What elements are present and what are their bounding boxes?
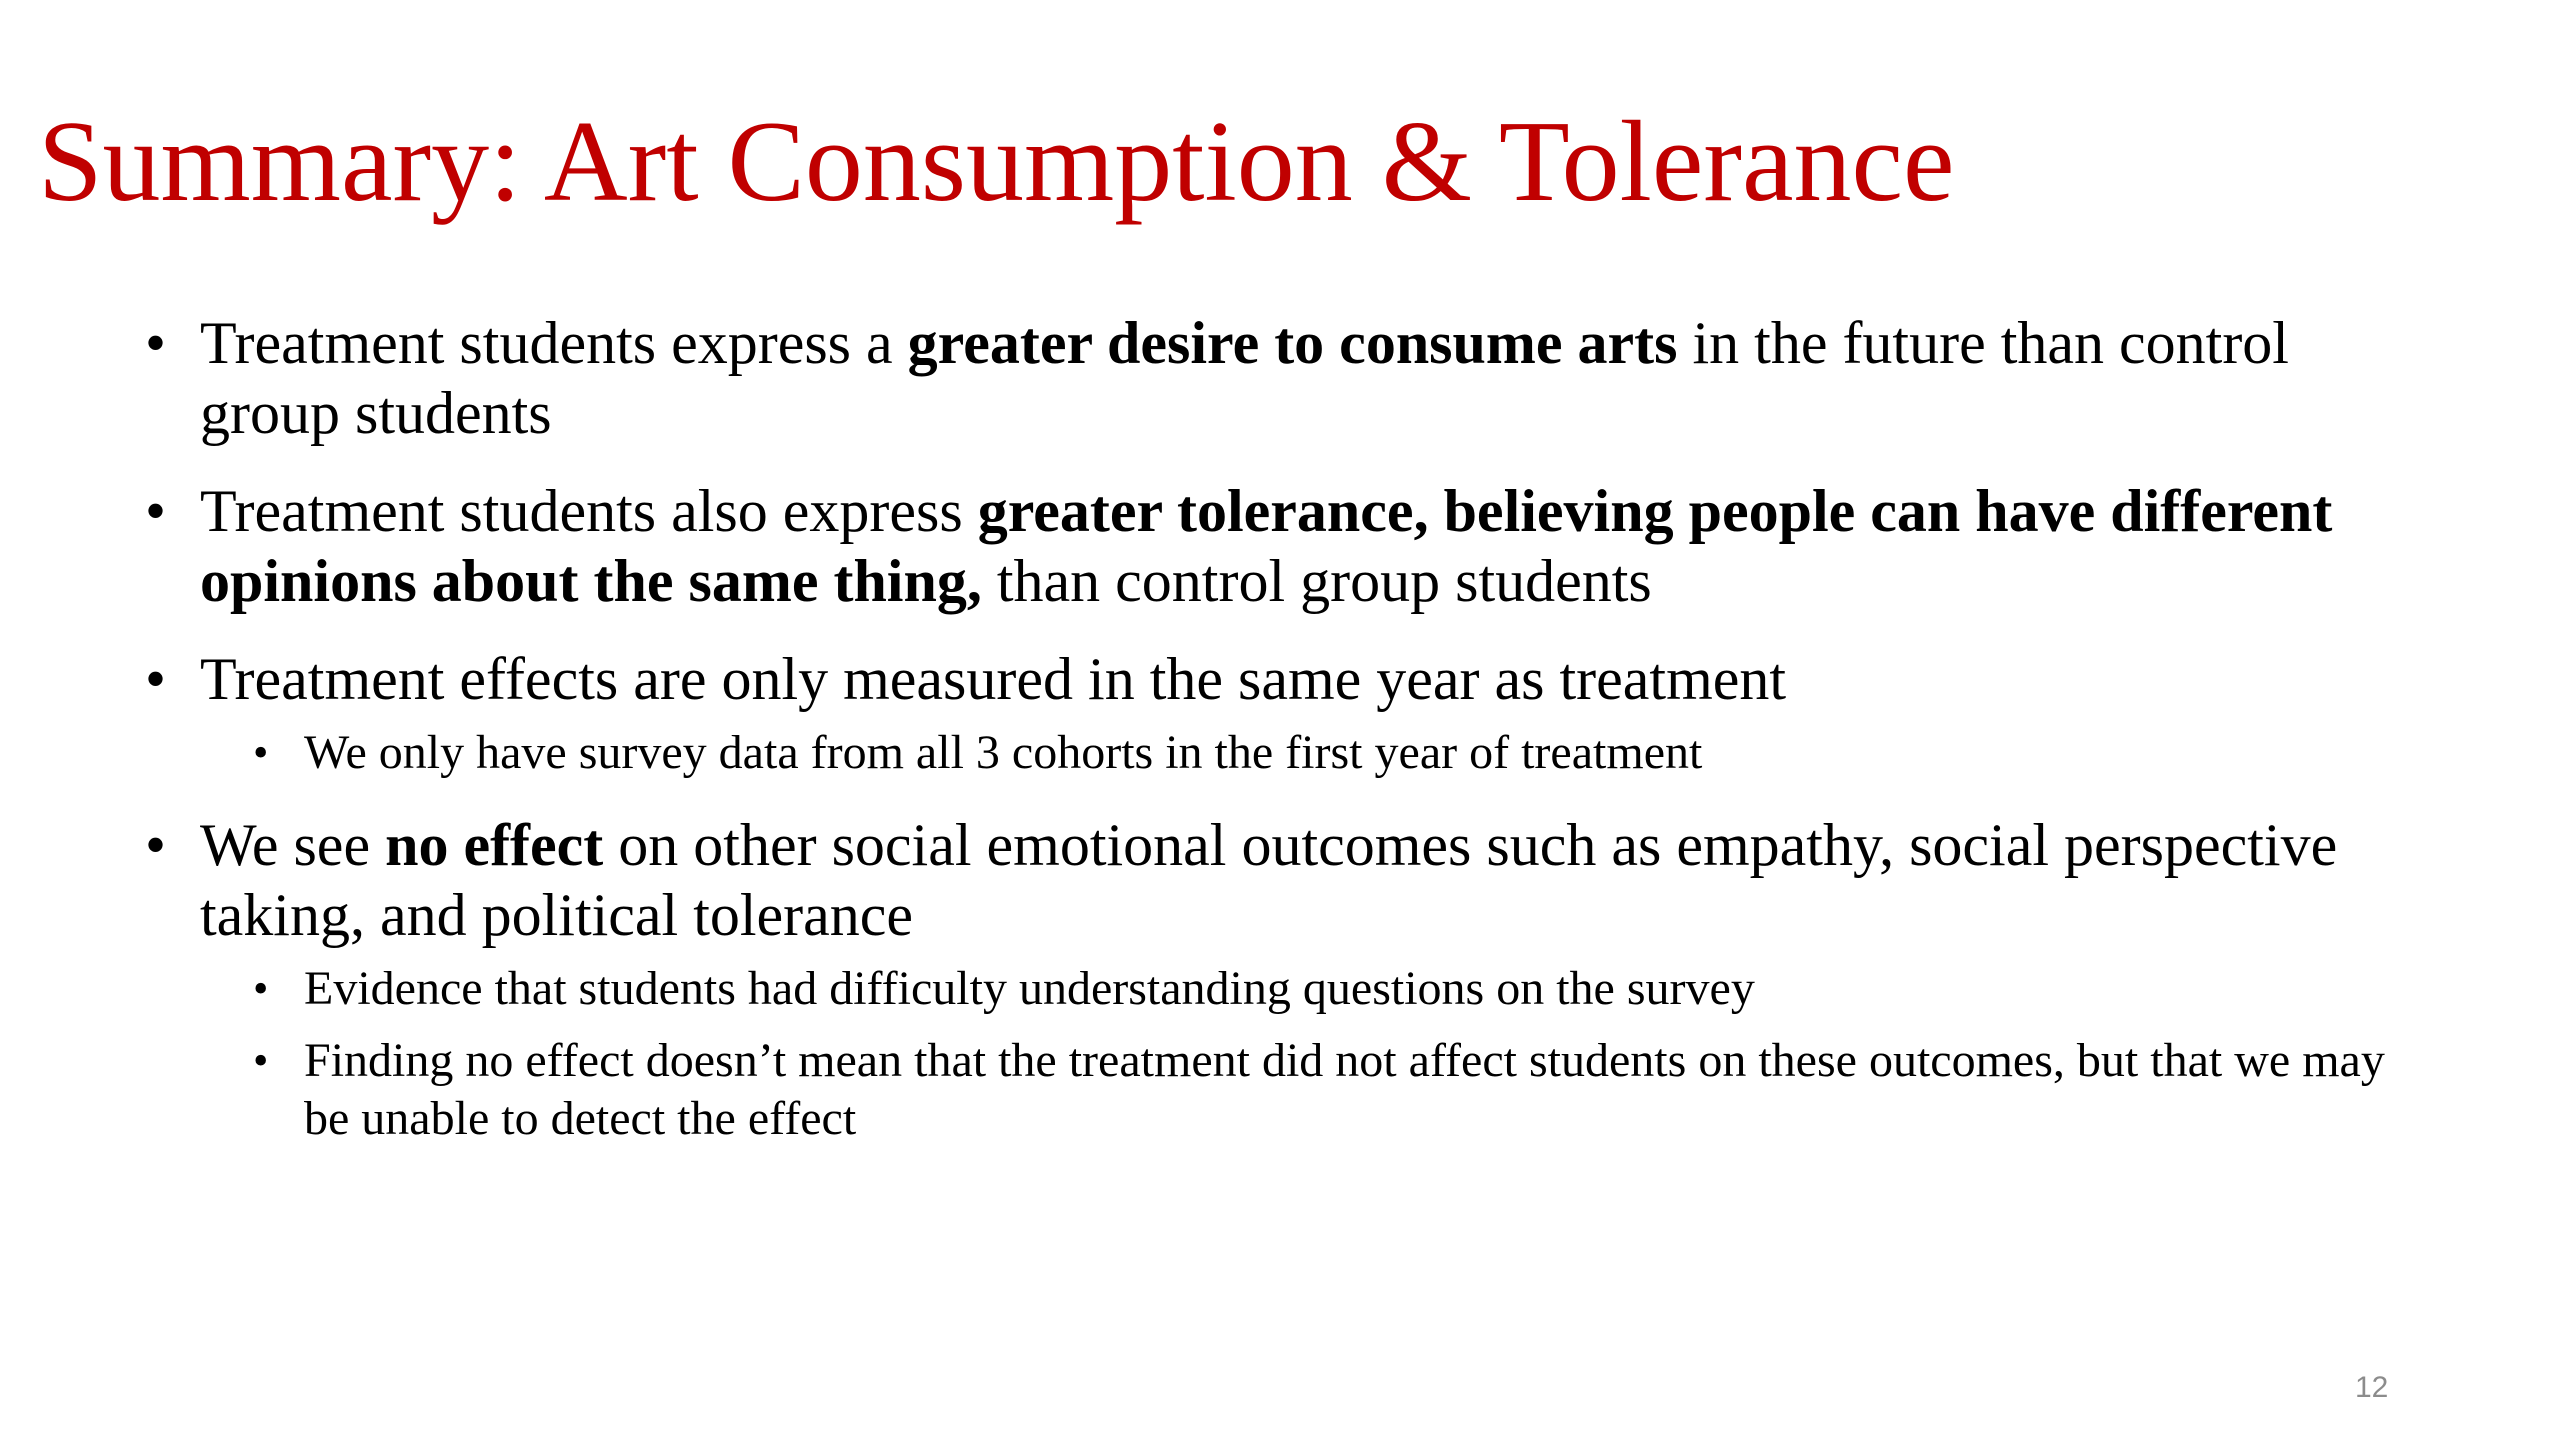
slide-title: Summary: Art Consumption & Tolerance xyxy=(38,98,1955,226)
sub-bullet-dot-icon: • xyxy=(253,1036,269,1085)
bullet-item-tolerance xyxy=(145,476,2415,616)
sub-bullet-text: Evidence that students had difficulty understanding questions on the survey xyxy=(304,962,1755,1015)
bullet-dot-icon: • xyxy=(145,478,167,544)
bullet-text-post: than control group students xyxy=(981,548,1652,614)
bullet-item-no-effect xyxy=(145,810,2415,1148)
bullet-text-post: on other social emotional outcomes such as empathy, social perspective taking, and political tolerance xyxy=(200,812,2338,948)
slide-page-number: 12 xyxy=(2355,1371,2389,1404)
bullet-text-bold: no effect xyxy=(385,812,604,878)
bullet-text-post: in the future than control group students xyxy=(200,310,2289,446)
sub-bullet-item xyxy=(253,960,2415,1018)
bullet-list xyxy=(145,308,2415,1148)
bullet-dot-icon: • xyxy=(145,646,167,712)
sub-bullet-list xyxy=(200,960,2415,1148)
bullet-text-pre: Treatment students also express xyxy=(200,478,978,544)
bullet-dot-icon: • xyxy=(145,310,167,376)
sub-bullet-list xyxy=(200,724,2415,782)
sub-bullet-item xyxy=(253,1032,2415,1148)
bullet-text: Treatment effects are only measured in the same year as treatment xyxy=(200,646,1787,712)
sub-bullet-dot-icon: • xyxy=(253,728,269,777)
sub-bullet-dot-icon: • xyxy=(253,964,269,1013)
bullet-text-bold: greater tolerance, believing people can have different opinions about the same thing, xyxy=(200,478,2333,614)
bullet-dot-icon: • xyxy=(145,812,167,878)
bullet-text-pre: Treatment students express a xyxy=(200,310,908,376)
sub-bullet-text: Finding no effect doesn’t mean that the treatment did not affect students on these outcomes, but that we may be unable to detect the effect xyxy=(304,1034,2385,1145)
sub-bullet-item xyxy=(253,724,2415,782)
bullet-item-arts-desire xyxy=(145,308,2415,448)
bullet-text-pre: We see xyxy=(200,812,386,878)
bullet-text-bold: greater desire to consume arts xyxy=(907,310,1678,376)
sub-bullet-text: We only have survey data from all 3 cohorts in the first year of treatment xyxy=(304,726,1703,779)
bullet-item-measurement-timing xyxy=(145,644,2415,782)
